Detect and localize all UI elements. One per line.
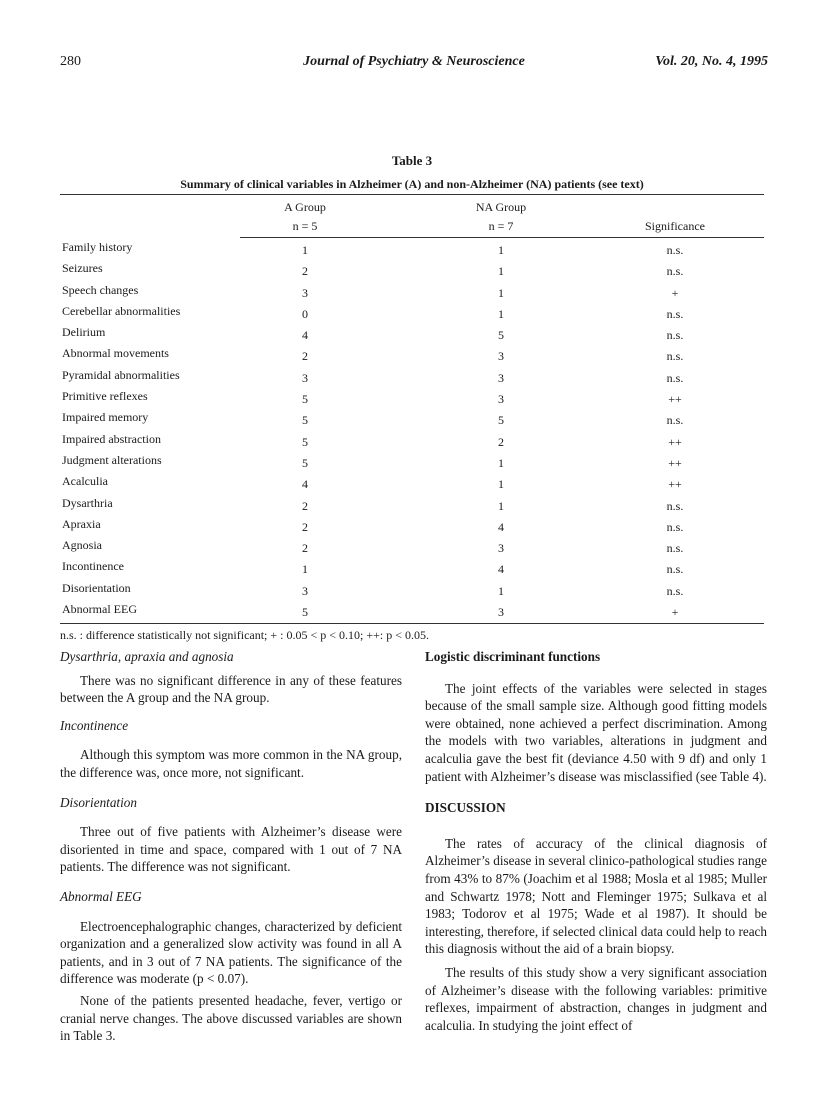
a-group-value: 5	[302, 413, 308, 428]
left-column	[60, 648, 402, 1045]
table-row	[60, 408, 764, 429]
row-label: Family history	[62, 240, 133, 254]
row-label: Speech changes	[62, 282, 139, 297]
table-row	[60, 579, 764, 600]
a-group-value: 5	[302, 434, 308, 449]
table-row	[60, 451, 764, 472]
a-group-value: 2	[302, 541, 308, 556]
na-group-value: 3	[498, 370, 504, 385]
significance-value: ++	[668, 434, 682, 449]
significance-value: n.s.	[666, 519, 684, 534]
na-group-value: 4	[498, 519, 504, 534]
a-group-value: 5	[302, 605, 308, 620]
table-row	[60, 515, 764, 536]
a-group-value: 2	[302, 264, 308, 279]
table-row	[60, 366, 764, 387]
row-label: Delirium	[62, 325, 106, 340]
significance-value: n.s.	[666, 306, 684, 321]
row-label: Dysarthria	[62, 495, 113, 510]
significance-value: +	[671, 285, 679, 300]
significance-value: n.s.	[666, 243, 684, 257]
row-label: Disorientation	[62, 580, 131, 595]
significance-value: n.s.	[666, 264, 684, 279]
na-group-value: 3	[498, 605, 504, 620]
na-group-value: 3	[498, 349, 504, 364]
table-row	[60, 430, 764, 451]
significance-value: n.s.	[666, 541, 684, 556]
table-header	[60, 195, 764, 235]
journal-title: Journal of Psychiatry & Neuroscience	[303, 54, 525, 69]
paragraph-dysarthria: There was no significant difference in any of these features between the A group and the NA group.	[60, 672, 402, 706]
a-group-value: 1	[302, 562, 308, 577]
heading-discussion: DISCUSSION	[425, 800, 506, 816]
a-group-value: 2	[302, 498, 308, 513]
table-row	[60, 323, 764, 344]
row-label: Agnosia	[62, 538, 102, 553]
a-group-value: 3	[302, 285, 308, 300]
a-group-value: 4	[302, 328, 308, 343]
a-group-value: 5	[302, 455, 308, 470]
row-label: Acalculia	[62, 474, 108, 489]
a-group-value: 5	[302, 392, 308, 407]
subheading-disorientation: Disorientation	[60, 794, 137, 810]
row-label: Abnormal movements	[62, 346, 169, 361]
a-group-value: 2	[302, 519, 308, 534]
table-3	[60, 152, 764, 643]
paragraph-abnormal-eeg: Electroencephalographic changes, characterized by deficient organization and a generalized slow activity was found in all A patients, and in 3 out of 7 NA patients. The significance of the difference was moderate (p < 0.07).	[60, 918, 402, 987]
significance-value: n.s.	[666, 498, 684, 513]
table-row	[60, 536, 764, 557]
na-group-value: 1	[498, 583, 504, 598]
heading-logistic: Logistic discriminant functions	[425, 649, 601, 664]
na-group-value: 5	[498, 328, 504, 343]
row-label: Cerebellar abnormalities	[62, 303, 181, 318]
col-header-significance: Significance	[645, 219, 705, 233]
significance-value: n.s.	[666, 328, 684, 343]
paragraph-incontinence: Although this symptom was more common in the NA group, the difference was, once more, not significant.	[60, 747, 402, 780]
na-group-value: 1	[498, 243, 504, 257]
volume-info: Vol. 20, No. 4, 1995	[655, 54, 768, 69]
col-header-a-n: n = 5	[292, 219, 318, 233]
row-label: Judgment alterations	[62, 452, 162, 467]
a-group-value: 3	[302, 370, 308, 385]
table-body	[60, 238, 764, 621]
row-label: Primitive reflexes	[62, 389, 148, 404]
significance-value: n.s.	[666, 349, 684, 364]
na-group-value: 3	[498, 541, 504, 556]
running-header	[60, 54, 768, 74]
na-group-value: 1	[498, 306, 504, 321]
significance-value: n.s.	[666, 413, 684, 428]
paragraph-logistic: The joint effects of the variables were selected in stages because of the small sample size. Although good fitting models were obtained, none achieved a perfect discrimination. Among the models with two variables, alterations in judgment and acalculia gave the best fit (deviance 4.50 with 9 df) and only 1 patient with Alzheimer’s disease was misclassified (see Table 4).	[425, 680, 767, 784]
row-label: Pyramidal abnormalities	[62, 367, 180, 382]
table-bottom-rule	[60, 623, 764, 624]
col-header-na-n: n = 7	[488, 219, 514, 233]
table-title: Table 3	[391, 153, 433, 168]
table-row	[60, 557, 764, 578]
page-number: 280	[60, 54, 81, 69]
paragraph-discussion-1: The rates of accuracy of the clinical diagnosis of Alzheimer’s disease in several clinico-pathological studies range from 43% to 87% (Joachim et al 1988; Mosla et al 1985; Muller and Schwartz 1978; Nott and Fleminger 1975; Sulkava et al 1983; Todorov et al 1975; Wade et al 1987). It should be interesting, therefore, if selected clinical data could help to reach this diagnosis without the aid of a brain biopsy.	[425, 835, 767, 957]
na-group-value: 1	[498, 285, 504, 300]
row-label: Abnormal EEG	[62, 602, 137, 617]
significance-value: n.s.	[666, 583, 684, 598]
significance-value: n.s.	[666, 370, 684, 385]
a-group-value: 1	[302, 243, 308, 257]
table-row	[60, 302, 764, 323]
table-footnote: n.s. : difference statistically not significant; + : 0.05 < p < 0.10; ++: p < 0.05.	[60, 628, 429, 643]
significance-value: ++	[668, 392, 682, 407]
subheading-incontinence: Incontinence	[60, 717, 129, 733]
row-label: Impaired abstraction	[62, 431, 161, 446]
table-row	[60, 281, 764, 302]
table-caption: Summary of clinical variables in Alzheimer (A) and non-Alzheimer (NA) patients (see text)	[180, 177, 644, 191]
na-group-value: 1	[498, 264, 504, 279]
col-header-a-group: A Group	[284, 200, 326, 214]
a-group-value: 3	[302, 583, 308, 598]
a-group-value: 0	[302, 306, 308, 321]
subheading-dysarthria: Dysarthria, apraxia and agnosia	[60, 649, 234, 664]
na-group-value: 1	[498, 477, 504, 492]
significance-value: +	[671, 605, 679, 620]
significance-value: n.s.	[666, 562, 684, 577]
a-group-value: 4	[302, 477, 308, 492]
na-group-value: 2	[498, 434, 504, 449]
significance-value: ++	[668, 455, 682, 470]
paragraph-disorientation: Three out of five patients with Alzheimer’s disease were disoriented in time and space, compared with 1 out of 7 NA patients. The difference was not significant.	[60, 824, 402, 875]
na-group-value: 1	[498, 455, 504, 470]
row-label: Apraxia	[62, 516, 101, 531]
significance-value: ++	[668, 477, 682, 492]
row-label: Impaired memory	[62, 410, 149, 425]
paragraph-none-presented: None of the patients presented headache, fever, vertigo or cranial nerve changes. The above discussed variables are shown in Table 3.	[60, 992, 402, 1044]
table-row	[60, 344, 764, 365]
table-row	[60, 600, 764, 621]
table-row	[60, 238, 764, 259]
right-column	[425, 648, 767, 1034]
na-group-value: 3	[498, 392, 504, 407]
a-group-value: 2	[302, 349, 308, 364]
col-header-na-group: NA Group	[475, 200, 527, 214]
table-row	[60, 259, 764, 280]
subheading-abnormal-eeg: Abnormal EEG	[60, 888, 142, 904]
na-group-value: 1	[498, 498, 504, 513]
row-label: Incontinence	[62, 559, 124, 574]
table-row	[60, 494, 764, 515]
na-group-value: 5	[498, 413, 504, 428]
na-group-value: 4	[498, 562, 504, 577]
row-label: Seizures	[62, 261, 103, 276]
paragraph-discussion-2: The results of this study show a very significant association of Alzheimer’s disease with the following variables: primitive reflexes, impairment of abstraction, changes in judgment and acalculia. In studying the joint effect of	[425, 964, 767, 1033]
table-row	[60, 472, 764, 493]
table-row	[60, 387, 764, 408]
